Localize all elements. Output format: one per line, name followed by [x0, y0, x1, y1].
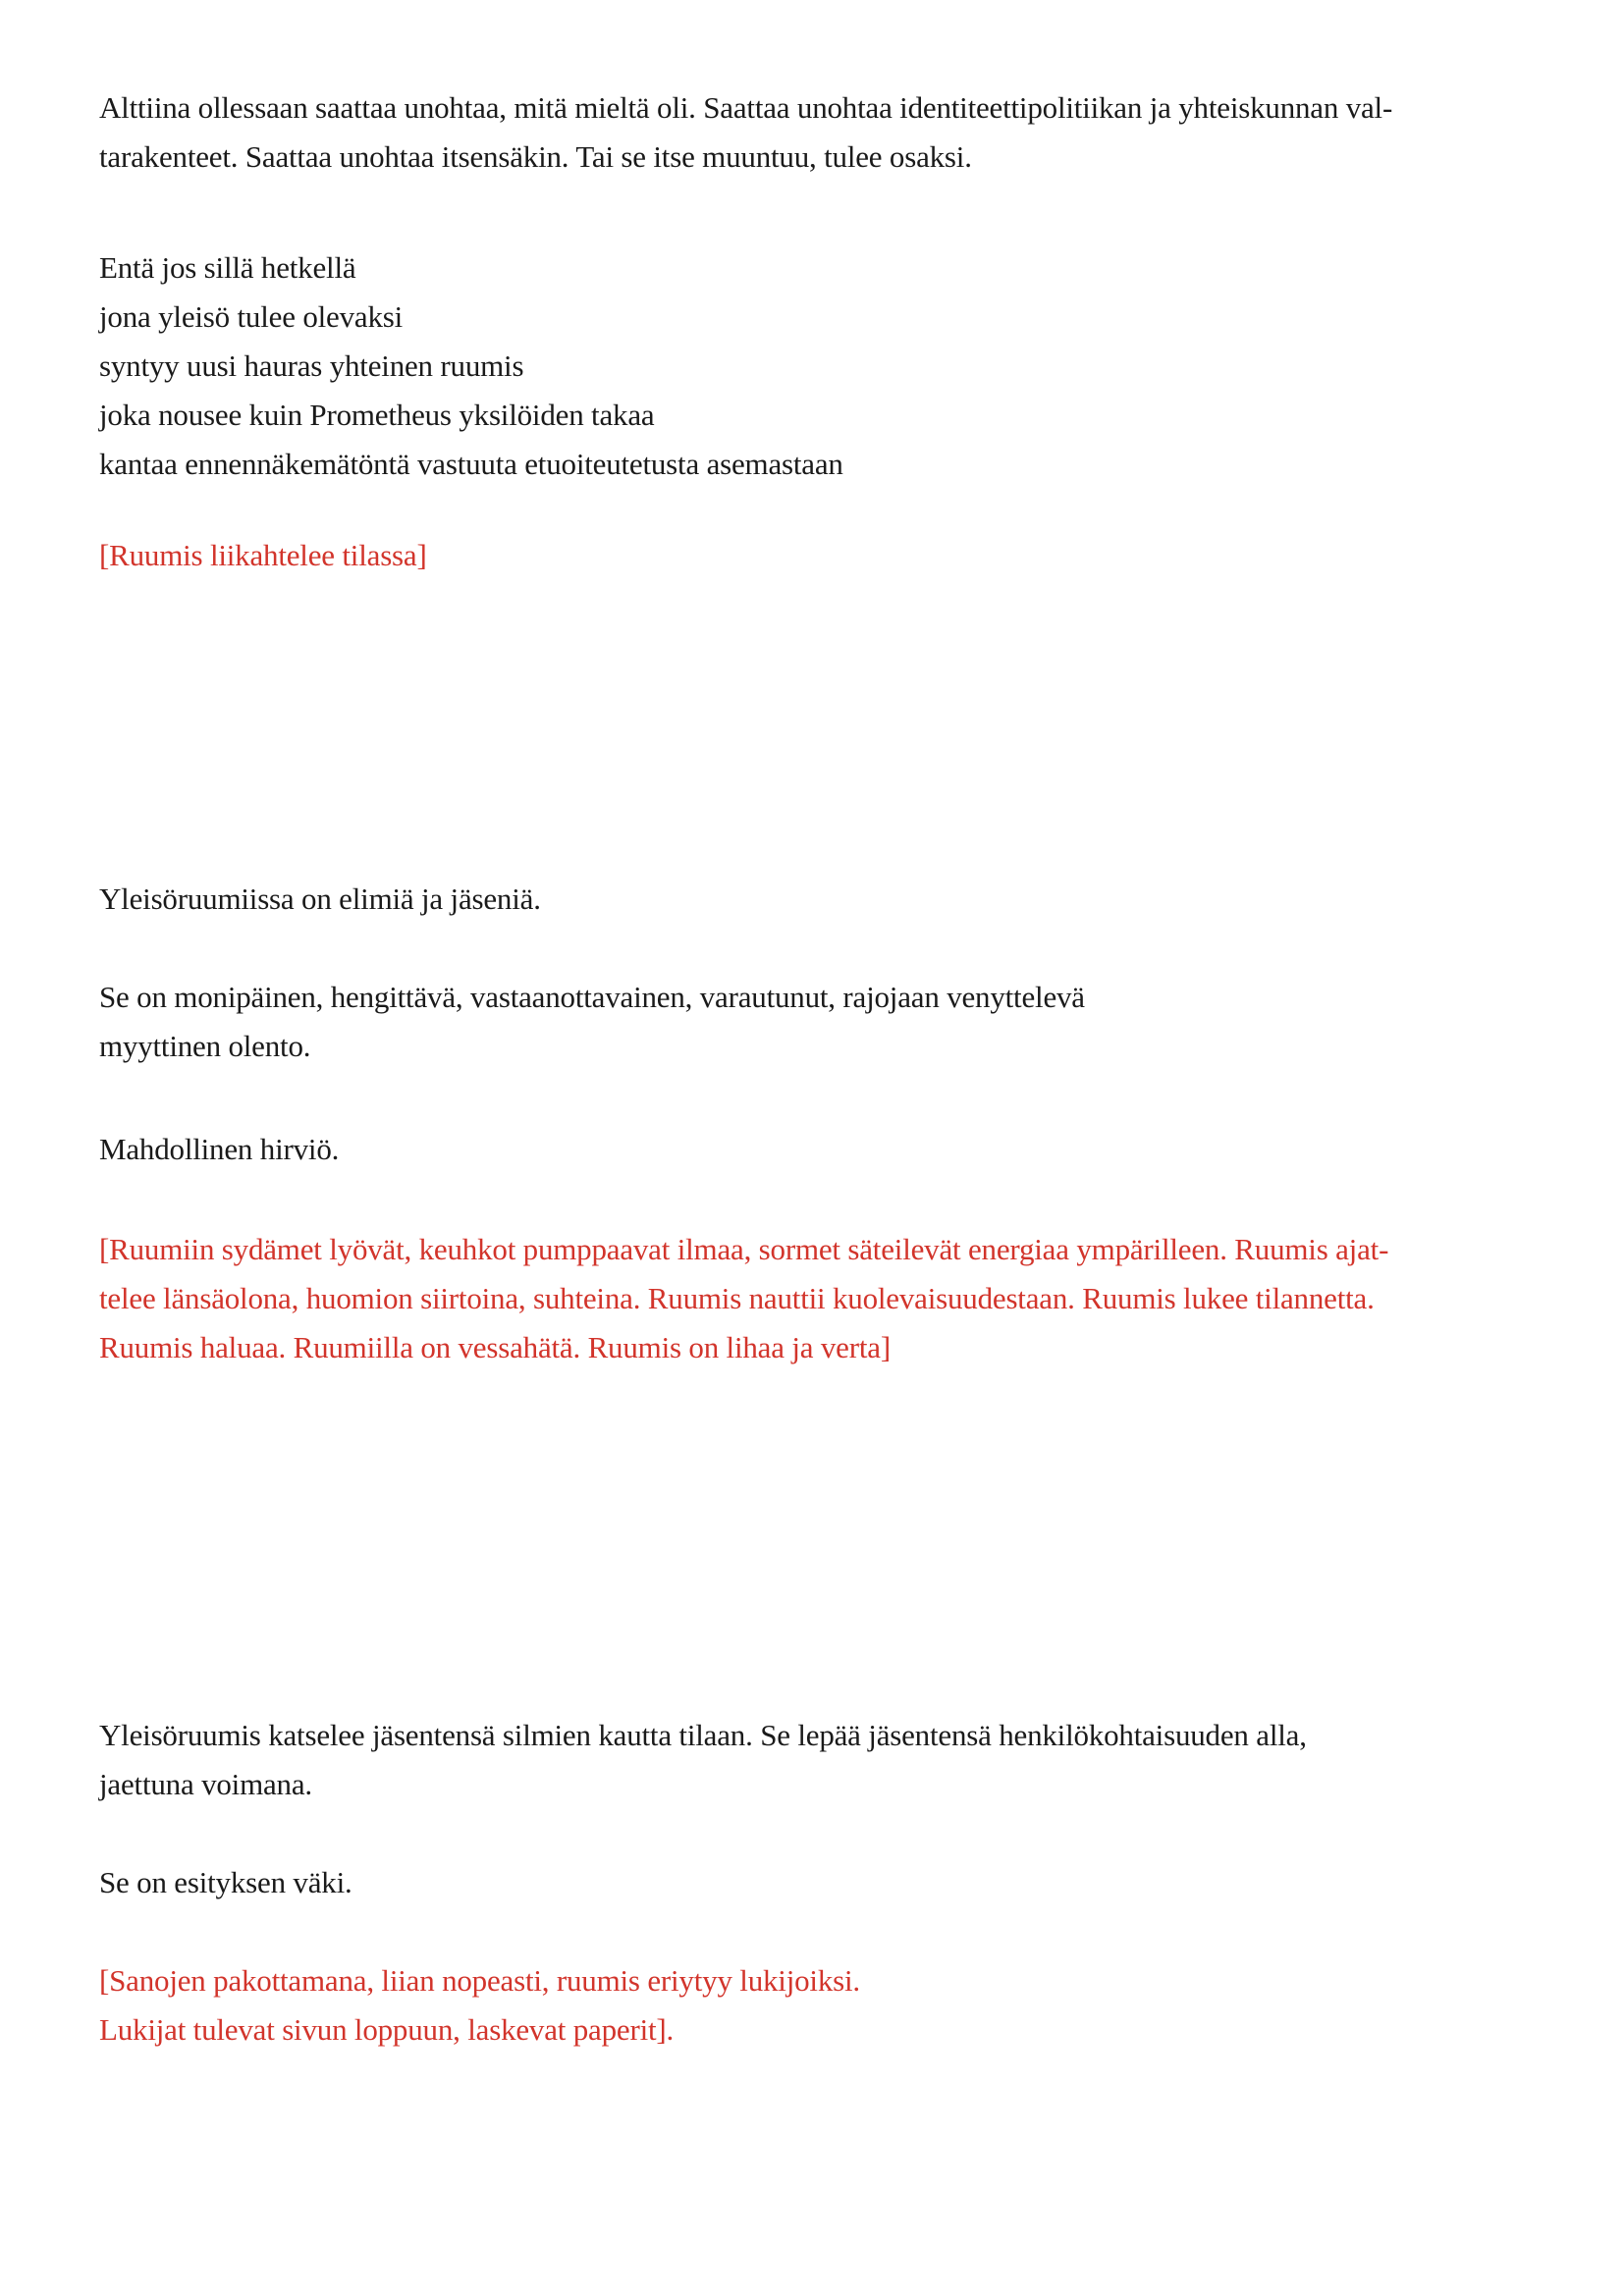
stage-direction-ruumis-liikahtelee [99, 531, 1552, 580]
stage-direction-line: Ruumis haluaa. Ruumiilla on vessahätä. Ruumis on lihaa ja verta] [99, 1330, 891, 1364]
verse-line: joka nousee kuin Prometheus yksilöiden takaa [99, 398, 655, 432]
stage-direction-line: [Ruumis liikahtelee tilassa] [99, 538, 427, 572]
verse-line: syntyy uusi hauras yhteinen ruumis [99, 348, 524, 383]
verse-line: kantaa ennennäkemätöntä vastuuta etuoiteutetusta asemastaan [99, 447, 843, 481]
paragraph-se-on-monipainen [99, 973, 1552, 1071]
text-line: Se on esityksen väki. [99, 1865, 352, 1899]
stage-direction-line: Lukijat tulevat sivun loppuun, laskevat paperit]. [99, 2012, 675, 2047]
text-line: myyttinen olento. [99, 1029, 311, 1063]
verse-line: Entä jos sillä hetkellä [99, 250, 356, 285]
text-line: Se on monipäinen, hengittävä, vastaanottavainen, varautunut, rajojaan venyttelevä [99, 980, 1085, 1014]
stage-direction-line: telee länsäolona, huomion siirtoina, suhteina. Ruumis nauttii kuolevaisuudestaan. Ruumis lukee tilannetta. [99, 1281, 1375, 1315]
stage-direction-ruumiin-sydamet [99, 1225, 1552, 1372]
stage-direction-line: [Ruumiin sydämet lyövät, keuhkot pumppaavat ilmaa, sormet säteilevät energiaa ympärilleen. Ruumis ajat- [99, 1232, 1389, 1266]
stage-direction-sanojen-pakottamana [99, 1956, 1552, 2055]
text-line: Yleisöruumiissa on elimiä ja jäseniä. [99, 881, 541, 916]
text-line: Alttiina ollessaan saattaa unohtaa, mitä mieltä oli. Saattaa unohtaa identiteettipolitiikan ja yhteiskunnan val- [99, 90, 1393, 125]
text-line: Mahdollinen hirviö. [99, 1132, 340, 1166]
paragraph-yleisoruumiissa [99, 875, 1552, 924]
text-line: Yleisöruumis katselee jäsentensä silmien kautta tilaan. Se lepää jäsentensä henkilökohtaisuuden alla, [99, 1718, 1307, 1752]
stage-direction-line: [Sanojen pakottamana, liian nopeasti, ruumis eriytyy lukijoiksi. [99, 1963, 860, 1998]
paragraph-se-on-esityksen-vaki [99, 1858, 1552, 1907]
text-line: tarakenteet. Saattaa unohtaa itsensäkin. Tai se itse muuntuu, tulee osaksi. [99, 139, 972, 174]
text-line: jaettuna voimana. [99, 1767, 312, 1801]
stanza-enta-jos [99, 243, 1552, 489]
paragraph-mahdollinen-hirvio [99, 1125, 1552, 1174]
verse-line: jona yleisö tulee olevaksi [99, 299, 404, 334]
paragraph-alttiina [99, 83, 1552, 182]
paragraph-yleisoruumis-katselee [99, 1711, 1552, 1809]
